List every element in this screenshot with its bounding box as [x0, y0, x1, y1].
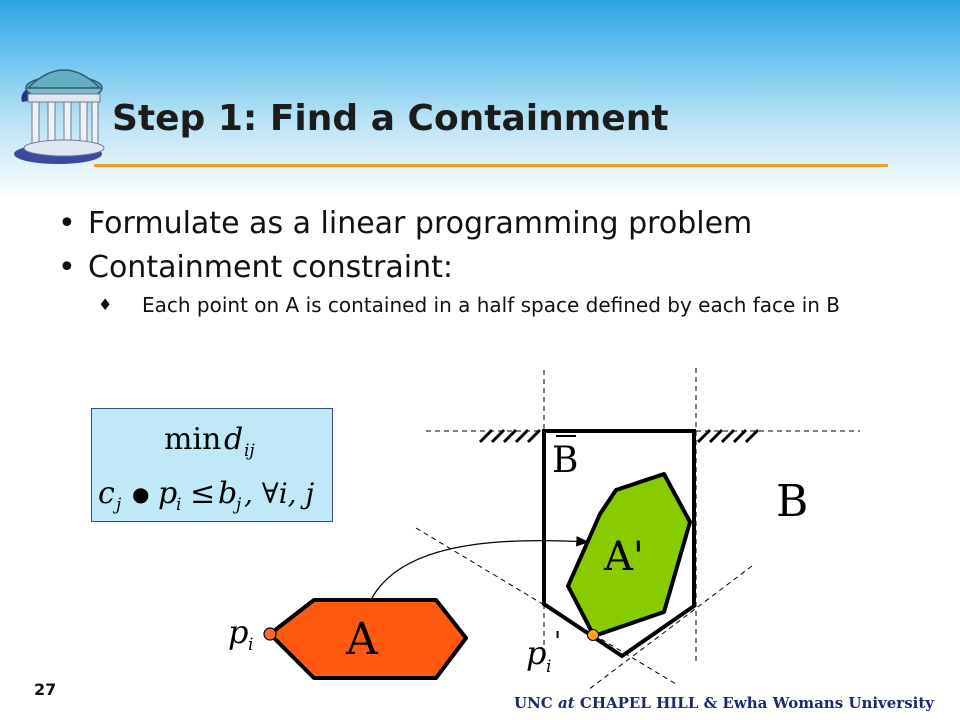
label-a-prime: A'	[604, 534, 644, 580]
formula-leq: ≤	[190, 476, 216, 511]
formula-p-sub: i	[176, 495, 182, 515]
footer-unc: UNC	[514, 694, 553, 712]
formula-min: min	[164, 422, 222, 457]
label-a: A	[346, 614, 378, 665]
footer-at: at	[557, 694, 575, 712]
bullet-dot-icon: •	[58, 250, 76, 285]
transform-arrow	[372, 541, 588, 598]
footer-institutions: CHAPEL HILL & Ewha Womans University	[579, 694, 934, 712]
label-p-prime-sub: i	[546, 657, 552, 677]
formula-b: b	[218, 476, 238, 511]
label-p-sub: i	[248, 635, 254, 655]
formula-c-sub: j	[116, 495, 122, 515]
slide-title: Step 1: Find a Containment	[112, 98, 669, 139]
diamond-bullet-icon: ♦	[98, 295, 113, 314]
label-p-prime-p: p	[526, 634, 547, 672]
label-p-prime-mark: '	[554, 627, 562, 657]
label-p: p	[228, 613, 249, 651]
sub-bullet-text: Each point on A is contained in a half space defined by each face in B	[142, 293, 841, 317]
label-b: B	[776, 476, 809, 527]
footer-affiliation	[514, 694, 934, 712]
point-p-i	[264, 628, 276, 640]
formula-dot: ●	[132, 482, 150, 506]
label-b-bar: B	[552, 440, 579, 481]
formula-forall: , ∀i, j	[244, 477, 315, 510]
bullet-dot-icon: •	[58, 206, 76, 241]
bullet-text: Containment constraint:	[88, 250, 453, 285]
formula-d-sub: ij	[244, 441, 255, 461]
formula-d: d	[224, 422, 244, 457]
formula-p: p	[158, 476, 178, 511]
formula-b-sub: j	[236, 495, 242, 515]
formula-c: c	[98, 476, 115, 511]
point-p-i-prime	[588, 630, 599, 641]
slide-number: 27	[34, 680, 57, 699]
bullet-text: Formulate as a linear programming problem	[88, 206, 753, 241]
